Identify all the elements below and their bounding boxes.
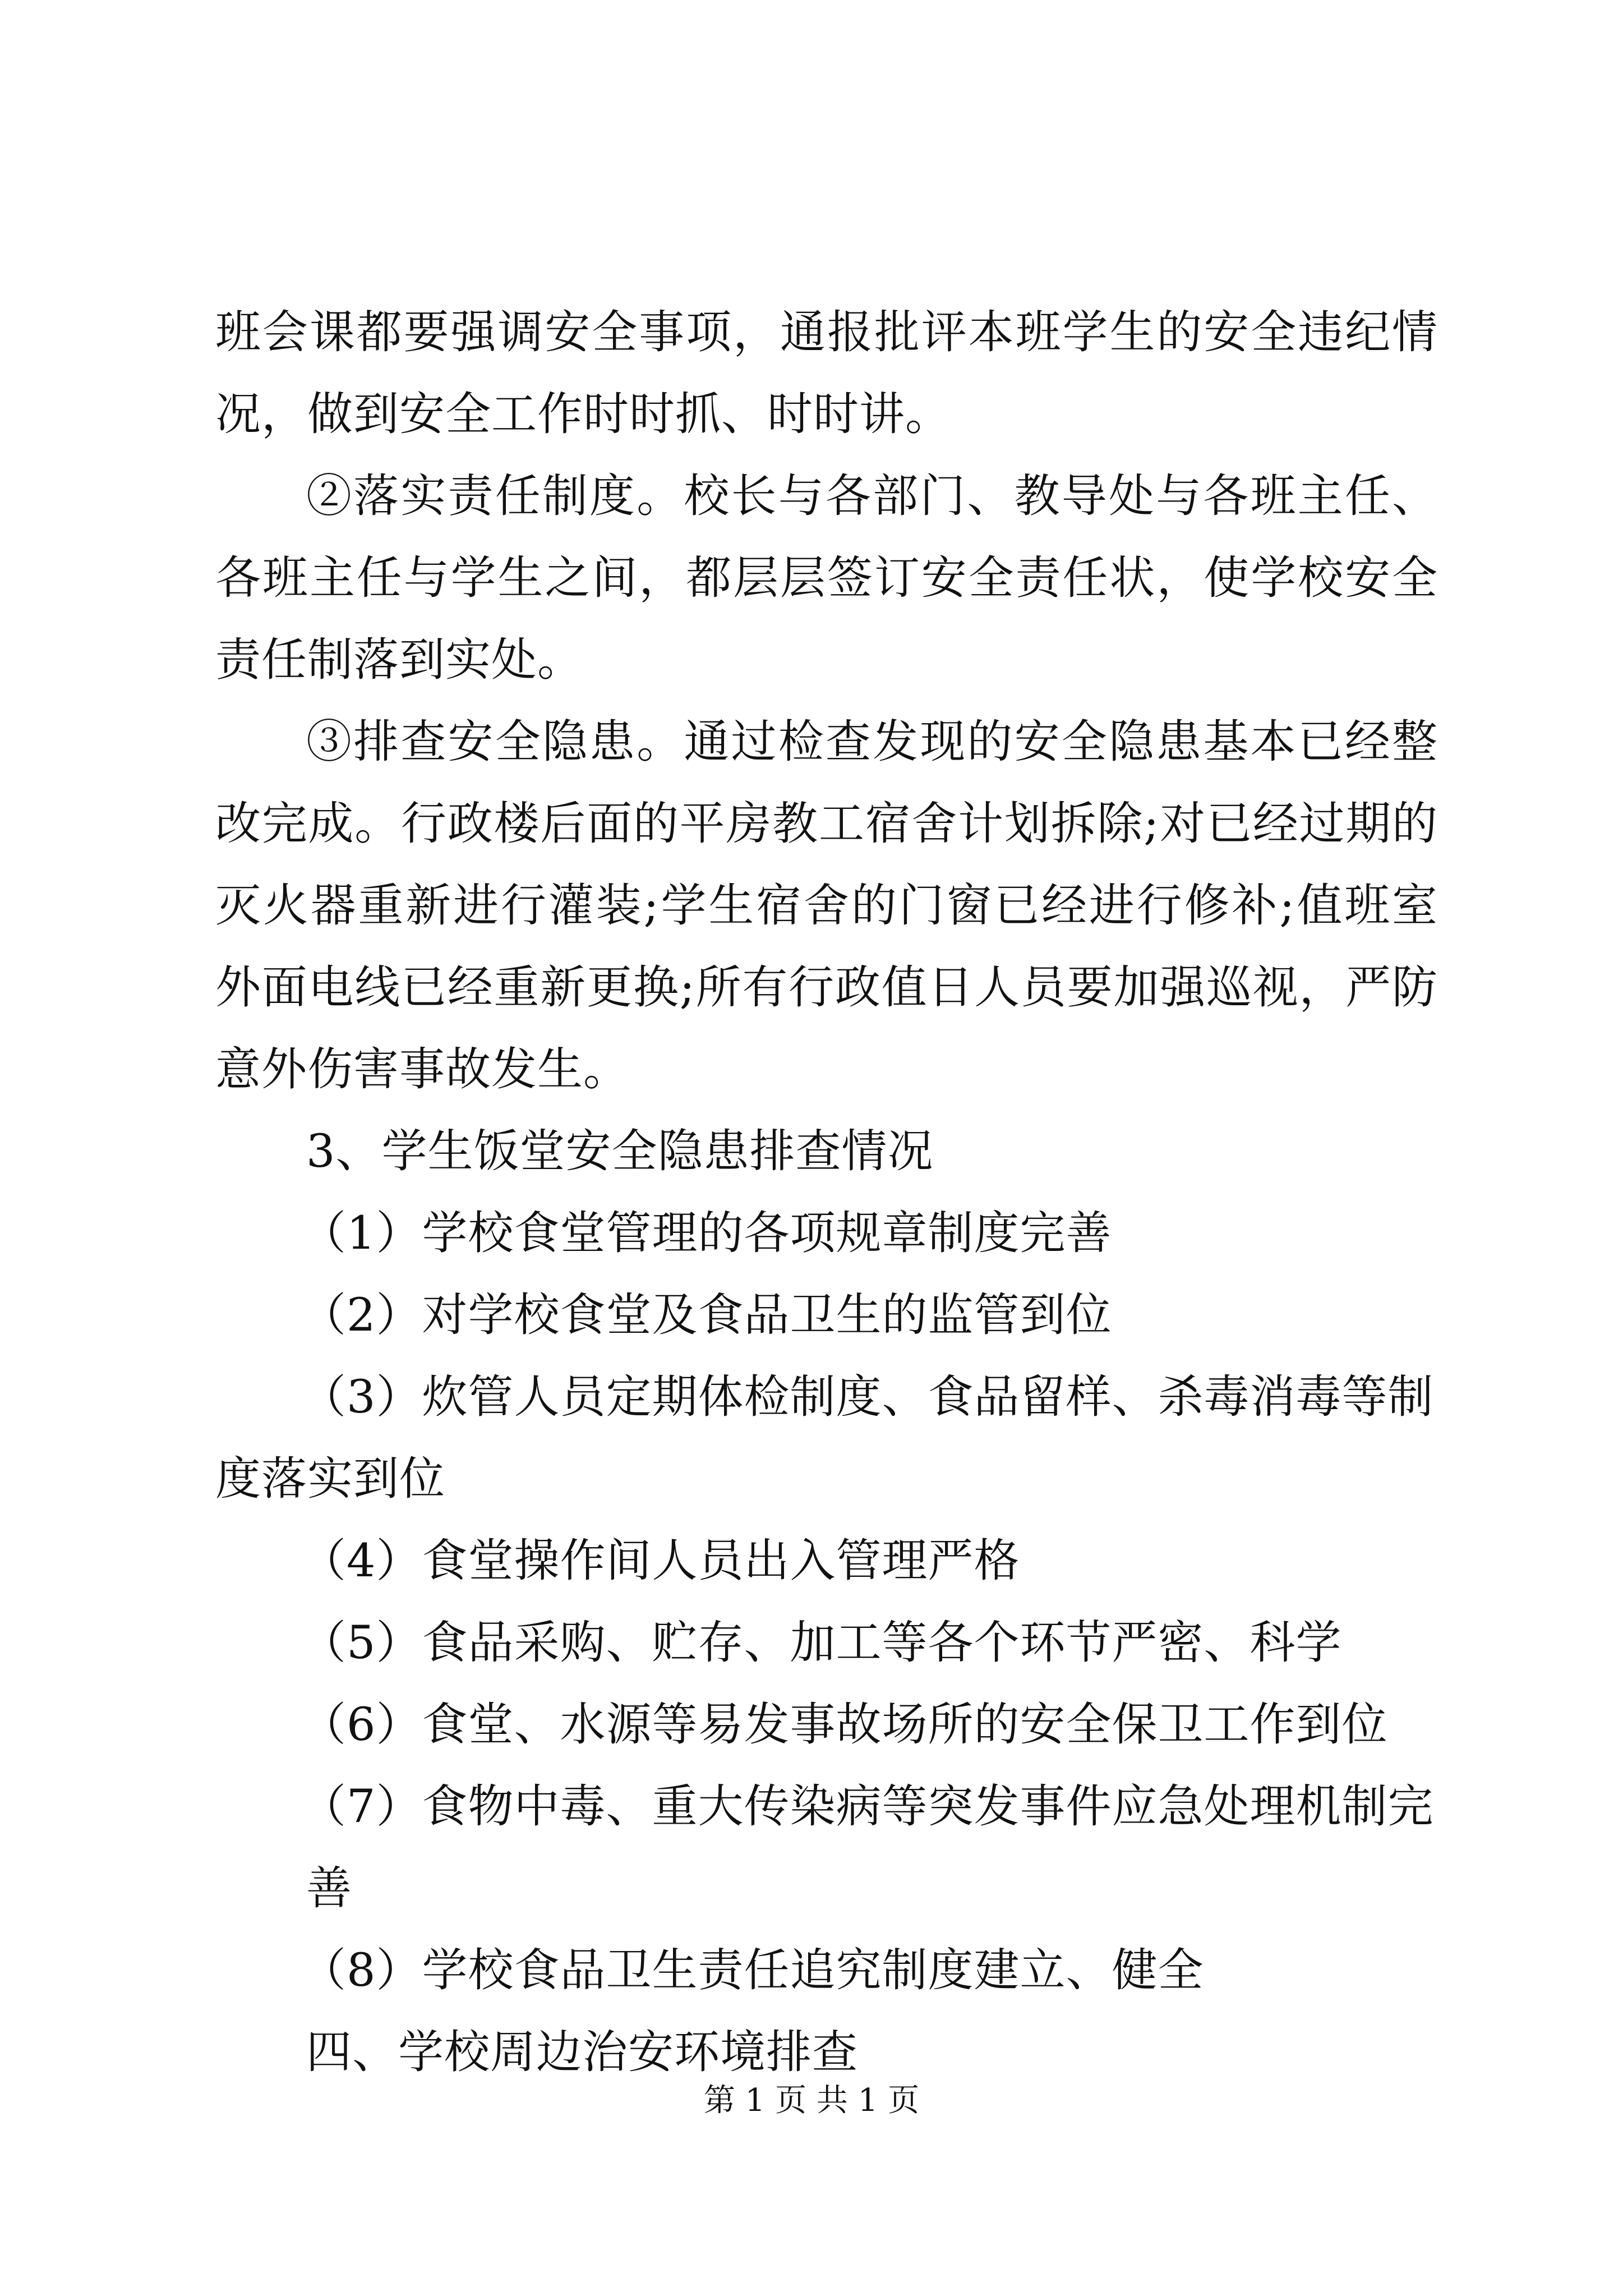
list-item-6: （6）食堂、水源等易发事故场所的安全保卫工作到位	[301, 1699, 1388, 1751]
list-item-7: （7）食物中毒、重大传染病等突发事件应急处理机制完善	[301, 1780, 1434, 1915]
list-item-3: （3）炊管人员定期体检制度、食品留样、杀毒消毒等制度落实到位	[215, 1371, 1434, 1506]
section-heading: 四、学校周边治安环境排查	[306, 2026, 859, 2079]
list-item-5: （5）食品采购、贮存、加工等各个环节严密、科学	[301, 1617, 1342, 1669]
list-item-8: （8）学校食品卫生责任追究制度建立、健全	[301, 1944, 1204, 1997]
subheading-canteen: 3、学生饭堂安全隐患排查情况	[306, 1125, 934, 1178]
list-item-2: （2）对学校食堂及食品卫生的监管到位	[301, 1289, 1112, 1342]
page-footer: 第 1 页 共 1 页	[703, 2082, 920, 2119]
document-body	[215, 292, 1438, 2093]
list-item-1: （1）学校食堂管理的各项规章制度完善	[301, 1207, 1112, 1260]
paragraph-3: ③排查安全隐患。通过检查发现的安全隐患基本已经整改完成。行政楼后面的平房教工宿舍计划拆除;对已经过期的灭火器重新进行灌装;学生宿舍的门窗已经进行修补;值班室外面电线已经重新更换;所有行政值日人员要加强巡视，严防意外伤害事故发生。	[215, 716, 1438, 1096]
paragraph-2: ②落实责任制度。校长与各部门、教导处与各班主任、各班主任与学生之间，都层层签订安全责任状，使学校安全责任制落到实处。	[215, 470, 1438, 687]
paragraph-1: 班会课都要强调安全事项，通报批评本班学生的安全违纪情况，做到安全工作时时抓、时时讲。	[215, 306, 1438, 441]
list-item-4: （4）食堂操作间人员出入管理严格	[301, 1535, 1020, 1588]
